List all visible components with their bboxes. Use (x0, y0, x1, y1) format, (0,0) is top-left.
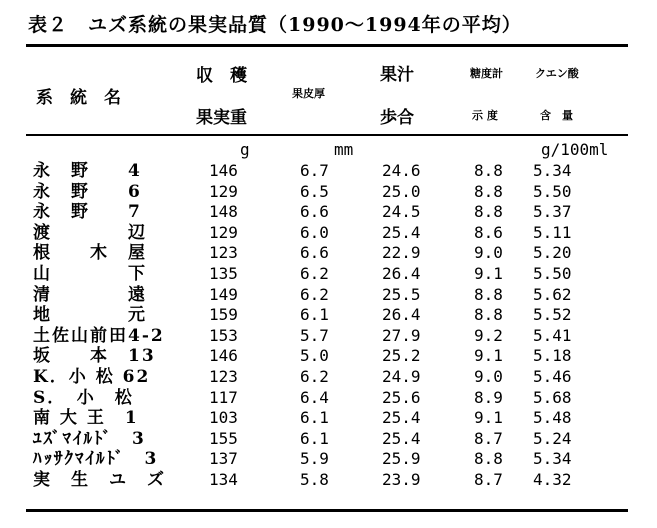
cell-juice: 25.9 (382, 449, 421, 469)
cell-brix: 8.8 (474, 284, 503, 304)
cell-acid: 5.48 (533, 408, 572, 428)
cell-juice: 25.5 (382, 284, 421, 304)
cell-acid: 5.11 (533, 222, 572, 242)
cell-brix: 8.8 (474, 202, 503, 222)
row-name: 永 野 6 (33, 181, 142, 202)
row-name: 根 木 屋 (33, 243, 147, 264)
row-name: ﾕｽﾞﾏｲﾙﾄﾞ 3 (33, 428, 146, 449)
cell-juice: 25.2 (382, 346, 421, 366)
cell-juice: 22.9 (382, 243, 421, 263)
unit-acid: g/100ml (541, 140, 609, 159)
cell-brix: 9.0 (474, 366, 503, 386)
cell-acid: 5.24 (533, 428, 572, 448)
cell-peel: 6.6 (300, 243, 329, 263)
cell-peel: 5.9 (300, 449, 329, 469)
header-brix-line2: 示 度 (472, 109, 498, 122)
cell-brix: 8.8 (474, 305, 503, 325)
row-name: 永 野 7 (33, 202, 142, 223)
cell-brix: 8.6 (474, 222, 503, 242)
cell-peel: 6.0 (300, 222, 329, 242)
cell-weight: 134 (209, 469, 238, 489)
cell-brix: 9.1 (474, 346, 503, 366)
cell-acid: 5.41 (533, 325, 572, 345)
table-title: 表２ ユズ系統の果実品質（1990〜1994年の平均） (28, 14, 522, 36)
cell-peel: 6.6 (300, 202, 329, 222)
cell-weight: 137 (209, 449, 238, 469)
header-weight-line1: 収 穫 (196, 66, 247, 86)
header-juice-line1: 果汁 (380, 65, 414, 85)
cell-acid: 5.46 (533, 366, 572, 386)
cell-brix: 8.8 (474, 161, 503, 180)
cell-acid: 5.52 (533, 305, 572, 325)
cell-weight: 117 (209, 387, 238, 407)
cell-acid: 5.37 (533, 202, 572, 222)
cell-weight: 153 (209, 325, 238, 345)
cell-juice: 25.0 (382, 181, 421, 201)
cell-juice: 25.4 (382, 222, 421, 242)
cell-juice: 24.6 (382, 161, 421, 180)
cell-acid: 5.68 (533, 387, 572, 407)
header-juice-line2: 歩合 (380, 108, 414, 128)
cell-weight: 159 (209, 305, 238, 325)
cell-juice: 25.4 (382, 428, 421, 448)
cell-weight: 148 (209, 202, 238, 222)
row-name: 渡 辺 (33, 222, 147, 243)
cell-acid: 5.18 (533, 346, 572, 366)
cell-juice: 24.9 (382, 366, 421, 386)
cell-juice: 23.9 (382, 469, 421, 489)
row-name: S． 小 松 (33, 387, 134, 408)
cell-weight: 129 (209, 181, 238, 201)
cell-brix: 9.0 (474, 243, 503, 263)
cell-brix: 8.7 (474, 469, 503, 489)
header-acid-line1: クエン酸 (535, 67, 579, 80)
cell-weight: 129 (209, 222, 238, 242)
header-weight-line2: 果実重 (196, 108, 247, 128)
cell-brix: 9.2 (474, 325, 503, 345)
cell-juice: 25.6 (382, 387, 421, 407)
unit-peel: mm (334, 140, 354, 159)
cell-acid: 5.50 (533, 263, 572, 283)
cell-peel: 5.0 (300, 346, 329, 366)
cell-peel: 6.1 (300, 305, 329, 325)
cell-brix: 8.8 (474, 449, 503, 469)
header-rule (26, 134, 628, 136)
cell-brix: 9.1 (474, 263, 503, 283)
cell-weight: 123 (209, 366, 238, 386)
cell-brix: 9.1 (474, 408, 503, 428)
cell-peel: 6.7 (300, 161, 329, 180)
cell-acid: 5.62 (533, 284, 572, 304)
cell-peel: 5.7 (300, 325, 329, 345)
row-name: 南 大 王 1 (33, 408, 139, 429)
cell-weight: 123 (209, 243, 238, 263)
cell-acid: 5.34 (533, 449, 572, 469)
cell-peel: 6.1 (300, 428, 329, 448)
cell-weight: 135 (209, 263, 238, 283)
unit-weight: g (240, 140, 250, 159)
row-name: 土佐山前田4-2 (33, 325, 165, 346)
cell-peel: 6.2 (300, 366, 329, 386)
cell-acid: 5.34 (533, 161, 572, 180)
cell-peel: 6.2 (300, 263, 329, 283)
cell-weight: 155 (209, 428, 238, 448)
cell-brix: 8.8 (474, 181, 503, 201)
cell-weight: 103 (209, 408, 238, 428)
header-peel: 果皮厚 (292, 87, 325, 100)
cell-weight: 149 (209, 284, 238, 304)
cell-juice: 27.9 (382, 325, 421, 345)
top-rule (26, 44, 628, 47)
cell-peel: 6.5 (300, 181, 329, 201)
row-name: ﾊｯｻｸﾏｲﾙﾄﾞ 3 (33, 449, 159, 470)
cell-brix: 8.7 (474, 428, 503, 448)
row-name: 山 下 (33, 263, 147, 284)
row-name: 地 元 (33, 305, 147, 326)
header-acid-line2: 含 量 (540, 109, 573, 122)
cell-acid: 5.50 (533, 181, 572, 201)
header-name: 系 統 名 (36, 88, 121, 108)
cell-weight: 146 (209, 346, 238, 366)
cell-juice: 26.4 (382, 263, 421, 283)
cell-peel: 6.4 (300, 387, 329, 407)
header-brix-line1: 糖度計 (470, 67, 503, 80)
cell-peel: 6.1 (300, 408, 329, 428)
cell-juice: 26.4 (382, 305, 421, 325)
row-name: 実 生 ユ ズ (33, 469, 166, 490)
row-name: K．小 松 62 (33, 366, 151, 387)
cell-acid: 5.20 (533, 243, 572, 263)
cell-peel: 5.8 (300, 469, 329, 489)
row-name: 坂 本 13 (33, 346, 156, 367)
row-name: 永 野 4 (33, 161, 142, 181)
cell-peel: 6.2 (300, 284, 329, 304)
bottom-rule (26, 509, 628, 512)
row-name: 清 遠 (33, 284, 147, 305)
cell-juice: 24.5 (382, 202, 421, 222)
cell-brix: 8.9 (474, 387, 503, 407)
cell-weight: 146 (209, 161, 238, 180)
cell-acid: 4.32 (533, 469, 572, 489)
cell-juice: 25.4 (382, 408, 421, 428)
